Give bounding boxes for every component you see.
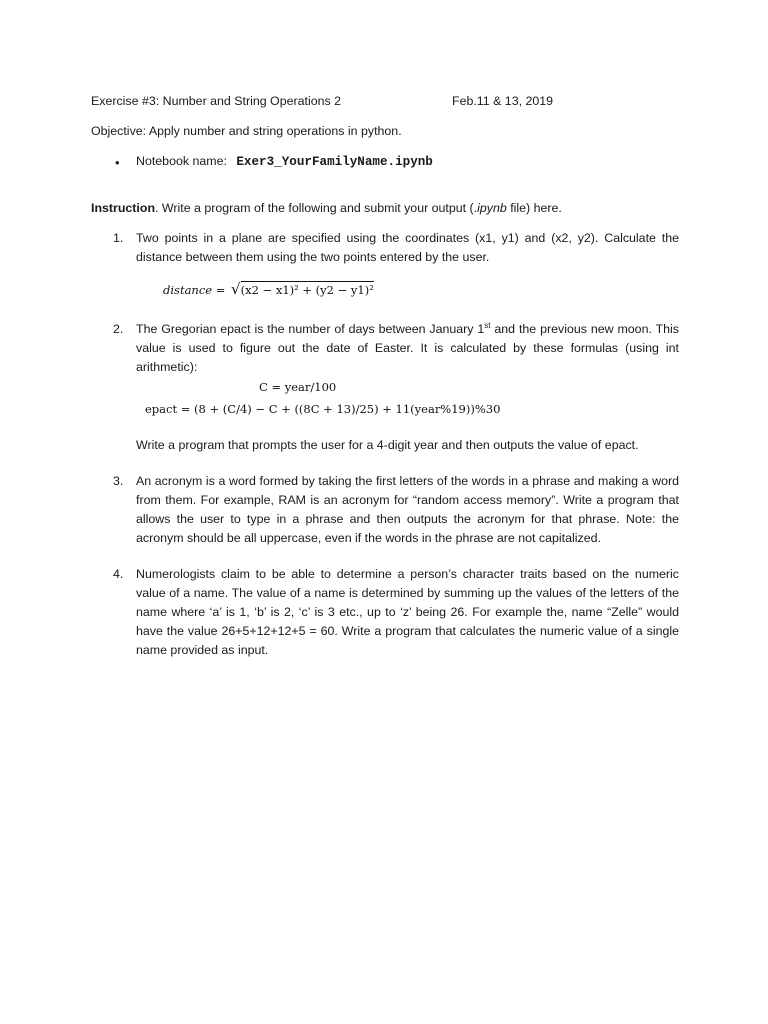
item-text-part: and the previous new moon. This value is used to figure out the date of Easter. It is calculated by these formulas (using int arithmetic): [136,322,679,374]
item-text: Two points in a plane are specified using the coordinates (x1, y1) and (x2, y2). Calculate the distance between them using the two points entered by the user. [136,231,679,264]
sqrt-icon: √ [231,280,241,298]
instruction-ext: ipynb [477,201,507,215]
item-text [136,320,679,377]
exercise-title: Exercise #3: Number and String Operations 2 [91,94,342,108]
item-number: 4. [113,567,124,581]
item-number: 1. [113,231,124,245]
item-number: 2. [113,322,124,336]
epact-followup: Write a program that prompts the user for a 4-digit year and then outputs the value of epact. [136,438,639,452]
notebook-filename: Exer3_YourFamilyName.ipynb [236,155,433,169]
exercise-date: Feb.11 & 13, 2019 [452,94,554,108]
notebook-label: Notebook name: [136,154,227,168]
header-row [91,92,671,111]
instruction-line [91,199,562,218]
item-text: An acronym is a word formed by taking the first letters of the words in a phrase and making a word from them. For example, RAM is an acronym for “random access memory”. Write a program that allows the user to type in a phrase and then outputs the acronym for that phrase. Note: the acronym should be all uppercase, even if the words in the phrase are not capitalized. [136,474,679,545]
distance-formula-lhs: distance = [163,283,226,297]
distance-formula-rhs: (x2 − x1)² + (y2 − y1)² [240,283,374,297]
instruction-text-after: file) here. [506,201,562,215]
item-text-superscript: st [484,320,491,330]
epact-formula: epact = (8 + (C/4) − C + ((8C + 13)/25) + 11(year%19))%30 [145,402,501,416]
item-text: Numerologists claim to be able to determine a person’s character traits based on the numeric value of a name. The value of a name is determined by summing up the values of the letters of the name where ‘a’ is 1, ‘b’ is 2, ‘c’ is 3 etc., up to ‘z’ being 26. For example the, name “Zelle” would have the value 26+5+12+12+5 = 60. Write a program that calculates the numeric value of a single name provided as input. [136,567,679,657]
century-formula: C = year/100 [259,380,337,394]
instruction-lead: Instruction [91,201,156,215]
bullet-icon: • [115,155,120,170]
item-text-part: The Gregorian epact is the number of days between January 1 [136,322,485,336]
item-number: 3. [113,474,124,488]
notebook-line [136,152,433,172]
distance-formula [163,280,374,298]
instruction-text-before: . Write a program of the following and submit your output (. [155,201,478,215]
objective-line: Objective: Apply number and string operations in python. [91,124,402,138]
